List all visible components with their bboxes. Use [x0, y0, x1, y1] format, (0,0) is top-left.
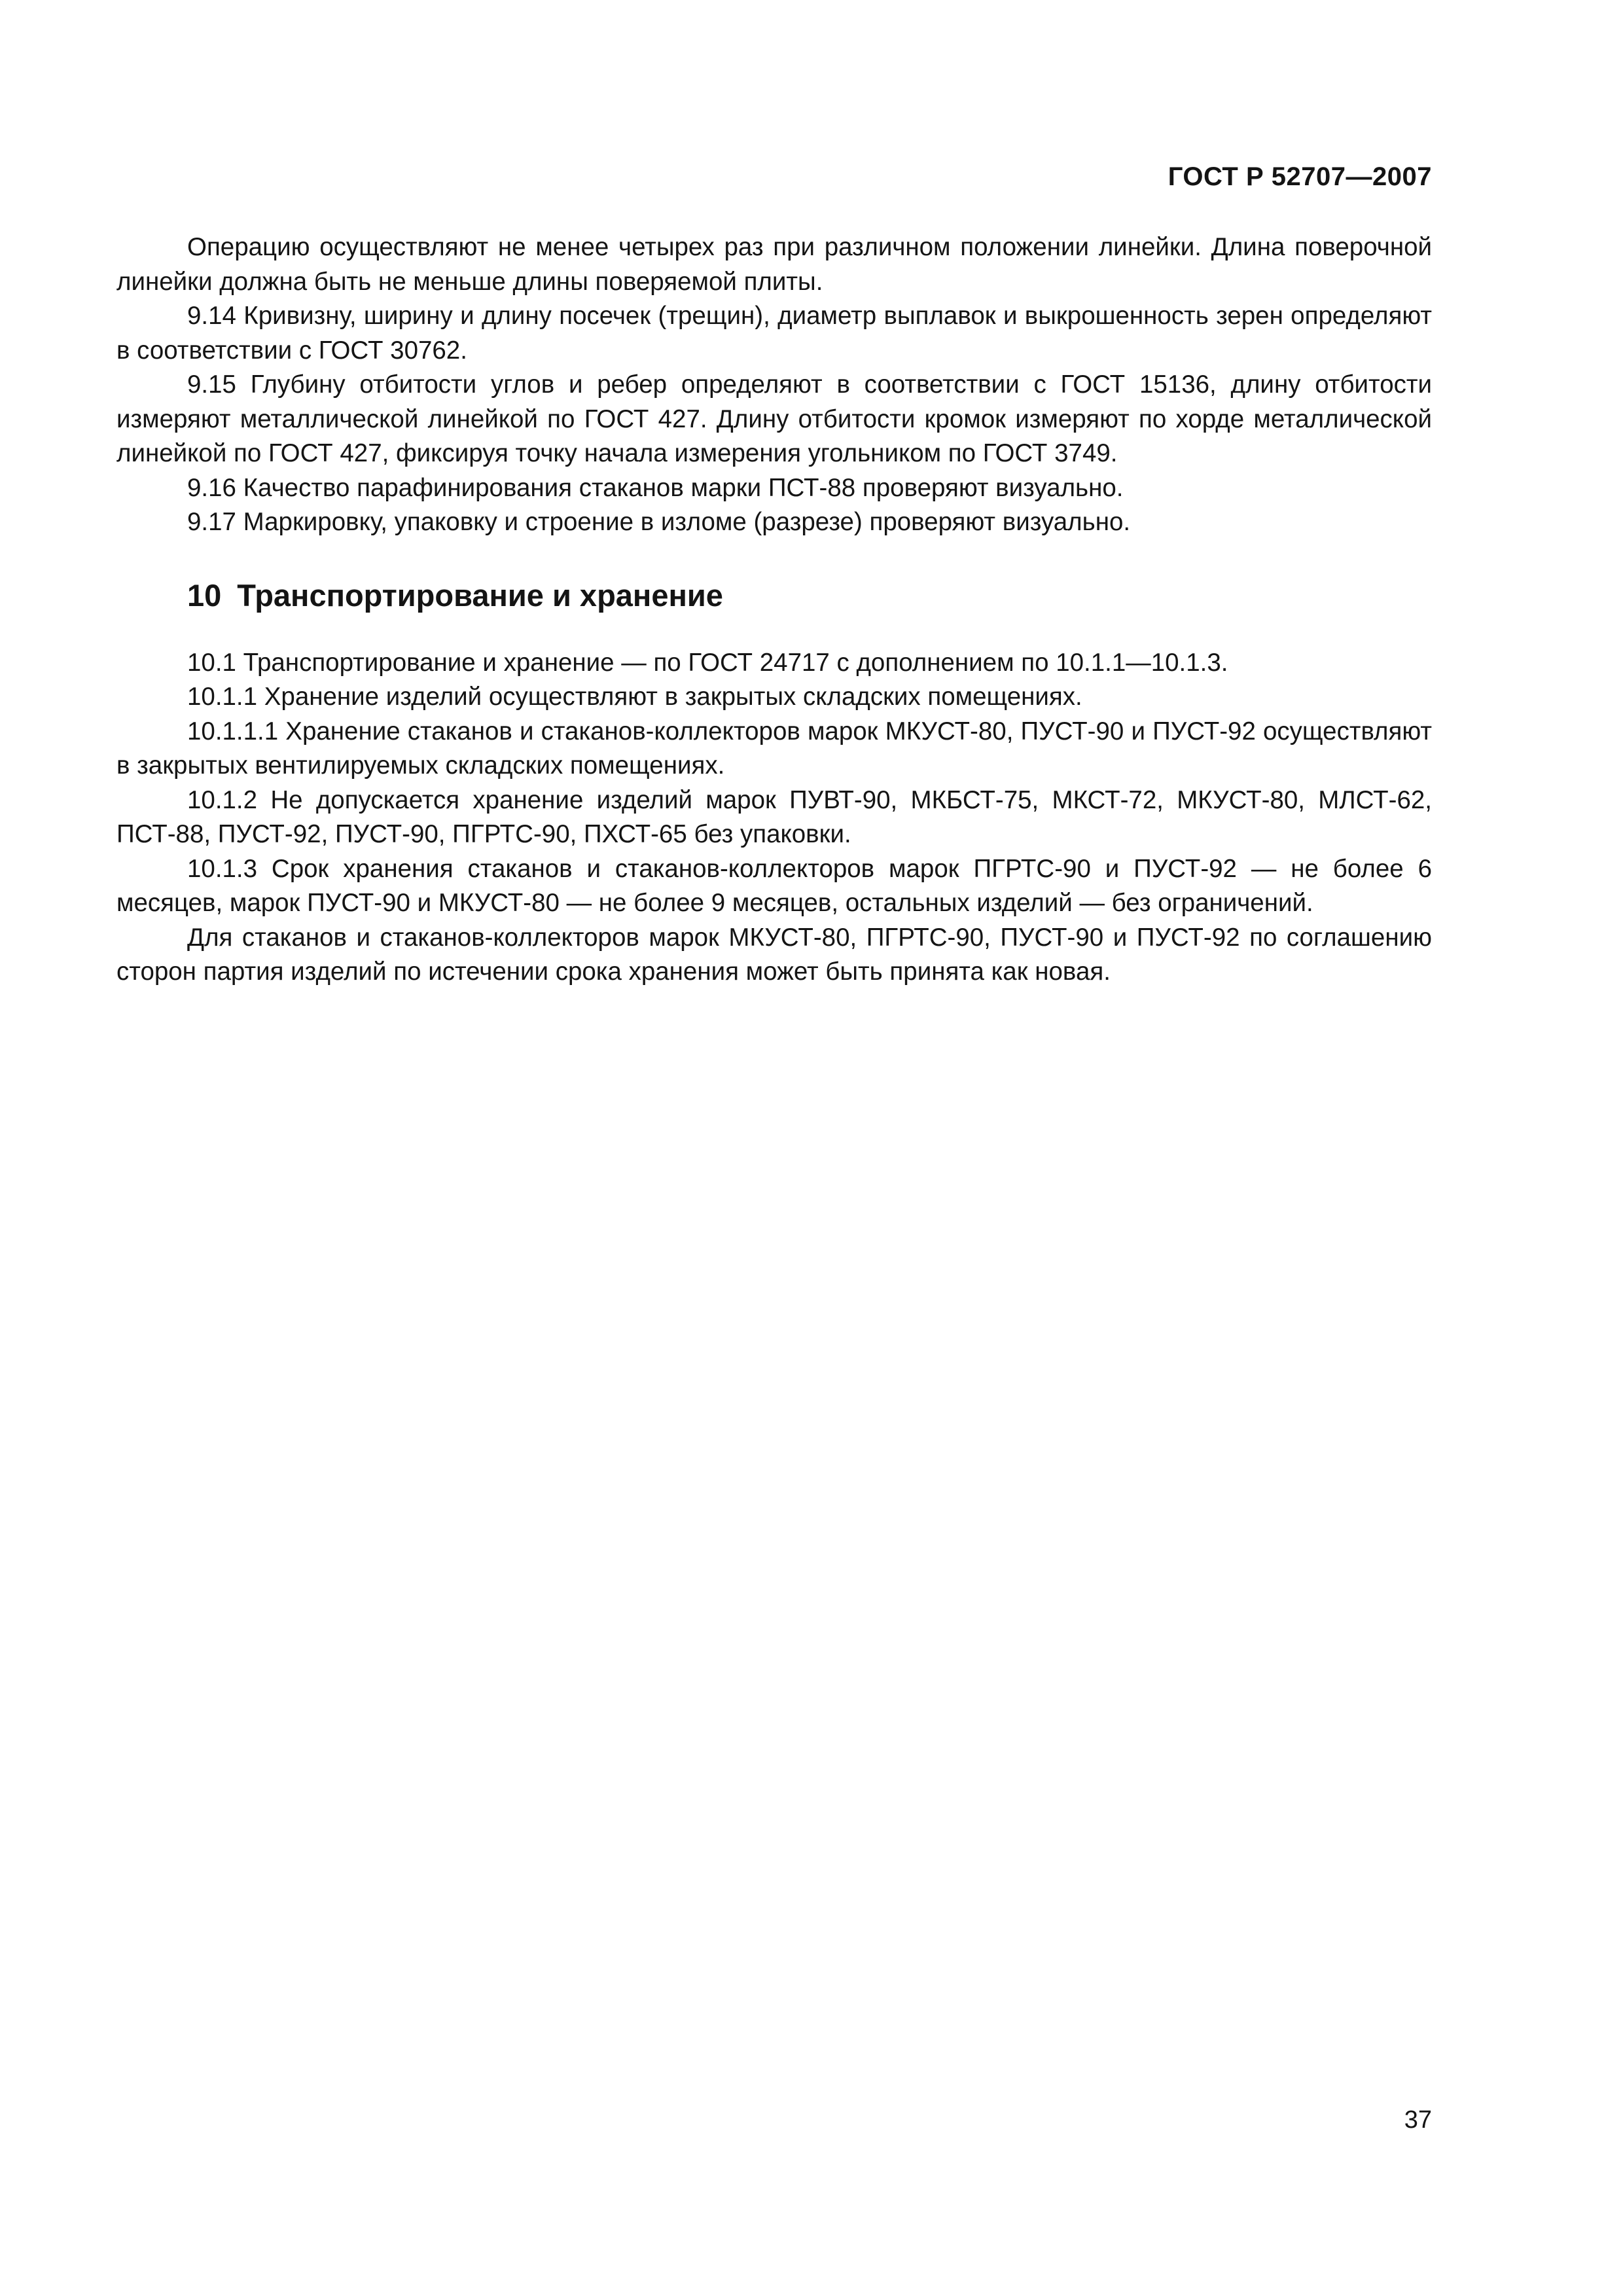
- paragraph-10-1-2: 10.1.2 Не допускается хранение изделий марок ПУВТ-90, МКБСТ-75, МКСТ-72, МКУСТ-80, МЛСТ-62, ПСТ-88, ПУСТ-92, ПУСТ-90, ПГРТС-90, ПХСТ-65 без упаковки.: [116, 785, 1432, 848]
- page-number: 37: [1404, 2106, 1432, 2134]
- section-title: Транспортирование и хранение: [237, 577, 723, 613]
- paragraph-10-1: 10.1 Транспортирование и хранение — по ГОСТ 24717 с дополнением по 10.1.1—10.1.3.: [187, 648, 1228, 677]
- paragraph-10-1-3: 10.1.3 Срок хранения стаканов и стаканов-коллекторов марок ПГРТС-90 и ПУСТ-92 — не более 6 месяцев, марок ПУСТ-90 и МКУСТ-80 — не более 9 месяцев, остальных изделий — без ограничений.: [116, 854, 1432, 917]
- section-heading: [116, 576, 1432, 615]
- paragraph-9-16: 9.16 Качество парафинирования стаканов марки ПСТ-88 проверяют визуально.: [187, 473, 1124, 502]
- document-header: ГОСТ Р 52707—2007: [1168, 162, 1432, 191]
- paragraph-10-1-1-1: 10.1.1.1 Хранение стаканов и стаканов-коллекторов марок МКУСТ-80, ПУСТ-90 и ПУСТ-92 осуществляют в закрытых вентилируемых складских помещениях.: [116, 717, 1432, 780]
- document-body: [116, 230, 1432, 990]
- paragraph-10-1-1: 10.1.1 Хранение изделий осуществляют в закрытых складских помещениях.: [187, 683, 1082, 711]
- paragraph-9-17: 9.17 Маркировку, упаковку и строение в изломе (разрезе) проверяют визуально.: [187, 508, 1131, 536]
- paragraph-9-15: 9.15 Глубину отбитости углов и ребер определяют в соответствии с ГОСТ 15136, длину отбитости измеряют металлической линейкой по ГОСТ 427. Длину отбитости кромок измеряют по хорде металлической линейкой по ГОСТ 427, фиксируя точку начала измерения угольником по ГОСТ 3749.: [116, 370, 1432, 467]
- paragraph-operation-note: Операцию осуществляют не менее четырех раз при различном положении линейки. Длина поверочной линейки должна быть не меньше длины поверяемой плиты.: [116, 233, 1432, 296]
- paragraph-agreement-note: Для стаканов и стаканов-коллекторов марок МКУСТ-80, ПГРТС-90, ПУСТ-90 и ПУСТ-92 по соглашению сторон партия изделий по истечении срока хранения может быть принята как новая.: [116, 923, 1432, 986]
- section-number: 10: [187, 577, 222, 613]
- paragraph-9-14: 9.14 Кривизну, ширину и длину посечек (трещин), диаметр выплавок и выкрошенность зерен определяют в соответствии с ГОСТ 30762.: [116, 302, 1432, 365]
